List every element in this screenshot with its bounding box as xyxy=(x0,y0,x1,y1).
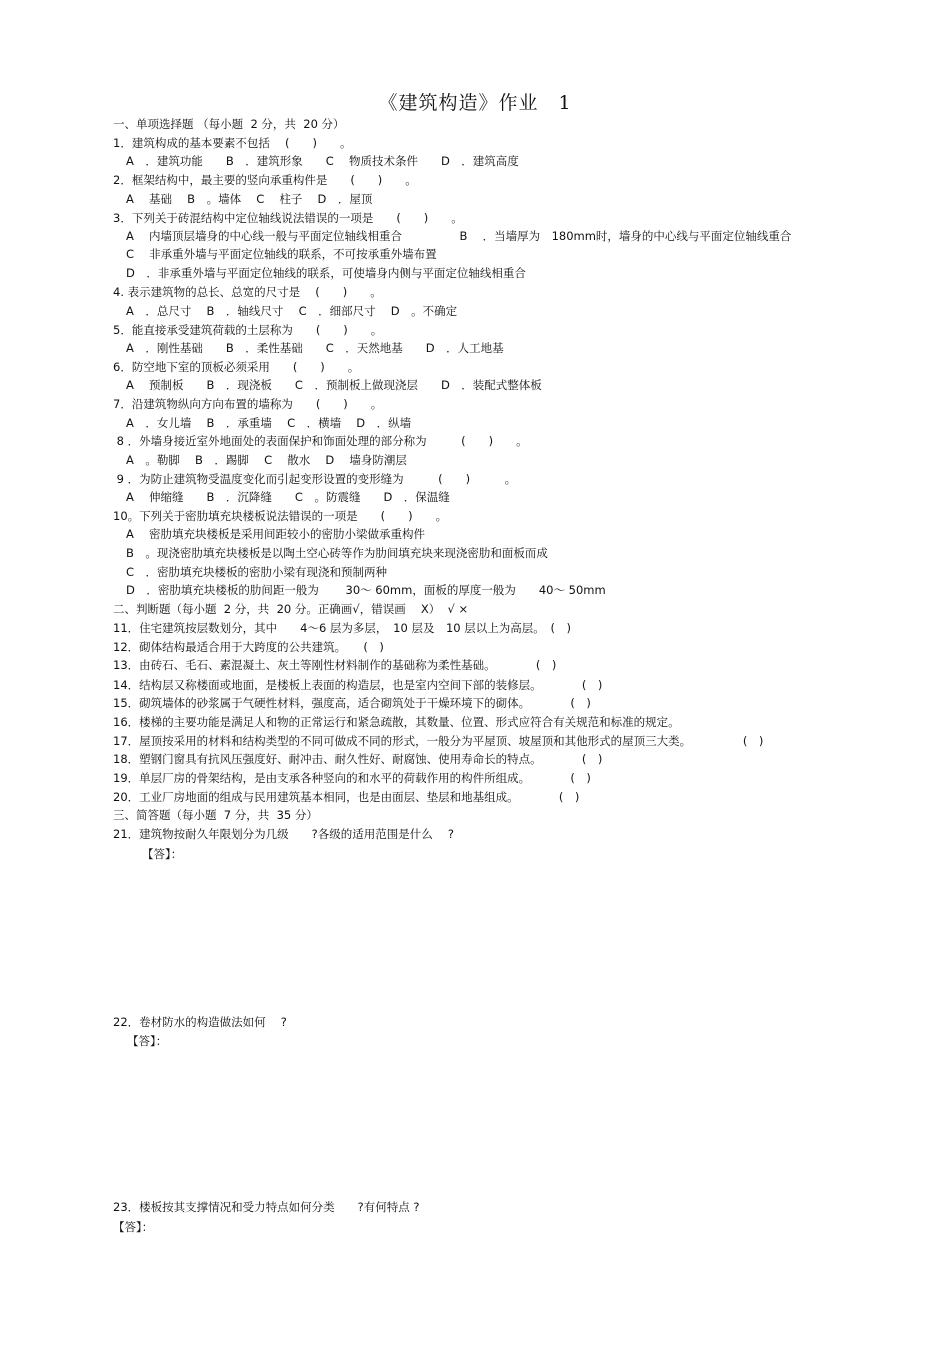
question-20: 20．工业厂房地面的组成与民用建筑基本相同，也是由面层、垫层和地基组成。 ( ) xyxy=(113,790,580,804)
question-6: 6．防空地下室的顶板必须采用 ( ) 。 xyxy=(113,360,360,374)
question-23: 23．楼板按其支撑情况和受力特点如何分类 ?有何特点 ? xyxy=(113,1200,420,1214)
question-11: 11．住宅建筑按层数划分，其中 4～6 层为多层， 10 层及 10 层以上为高层。 ( ) xyxy=(113,621,571,635)
question-5: 5．能直接承受建筑荷载的土层称为 ( ) 。 xyxy=(113,323,383,337)
question-12: 12．砌体结构最适合用于大跨度的公共建筑。 ( ) xyxy=(113,640,384,654)
question-2: 2．框架结构中，最主要的竖向承重构件是 ( ) 。 xyxy=(113,173,417,187)
answer-21-label: 【答】： xyxy=(142,847,183,861)
question-1: 1．建筑构成的基本要素不包括 ( ) 。 xyxy=(113,136,352,150)
question-10-option-a: A 密肋填充块楼板是采用间距较小的密肋小梁做承重构件 xyxy=(126,527,426,541)
answer-23-label: 【答】： xyxy=(113,1220,154,1234)
question-16: 16．楼梯的主要功能是满足人和物的正常运行和紧急疏散，其数量、位置、形式应符合有关规范和标准的规定。 xyxy=(113,715,680,729)
question-10: 10。下列关于密肋填充块楼板说法错误的一项是 ( ) 。 xyxy=(113,509,448,523)
question-2-options: A 基础 B 。墙体 C 柱子 D ．屋顶 xyxy=(126,192,373,206)
question-22: 22．卷材防水的构造做法如何 ? xyxy=(113,1015,287,1029)
question-9-options: A 伸缩缝 B ．沉降缝 C 。防震缝 D ．保温缝 xyxy=(126,490,450,504)
section-heading-short-answer: 三、简答题（每小题 7 分，共 35 分） xyxy=(113,808,318,822)
question-15: 15．砌筑墙体的砂浆属于气硬性材料，强度高，适合砌筑处于干燥环境下的砌体。 ( ) xyxy=(113,696,591,710)
question-8: 8 ．外墙身接近室外地面处的表面保护和饰面处理的部分称为 ( ) 。 xyxy=(113,434,528,448)
question-10-option-b: B 。现浇密肋填充块楼板是以陶土空心砖等作为肋间填充块来现浇密肋和面板而成 xyxy=(126,546,548,560)
section-heading-true-false: 二、判断题（每小题 2 分，共 20 分。正确画√，错误画 X） √ × xyxy=(113,602,469,616)
question-7-options: A ．女儿墙 B ．承重墙 C ．横墙 D ．纵墙 xyxy=(126,416,412,430)
question-3-option-d: D ．非承重外墙与平面定位轴线的联系，可使墙身内侧与平面定位轴线相重合 xyxy=(126,266,526,280)
question-6-options: A 预制板 B ．现浇板 C ．预制板上做现浇层 D ．装配式整体板 xyxy=(126,378,542,392)
document-title: 《建筑构造》作业 1 xyxy=(378,92,572,114)
question-3-option-c: C 非承重外墙与平面定位轴线的联系，不可按承重外墙布置 xyxy=(126,247,437,261)
question-1-options: A ．建筑功能 B ．建筑形象 C 物质技术条件 D ．建筑高度 xyxy=(126,154,519,168)
question-7: 7．沿建筑物纵向方向布置的墙称为 ( ) 。 xyxy=(113,397,383,411)
question-10-option-c: C ．密肋填充块楼板的密肋小梁有现浇和预制两种 xyxy=(126,565,388,579)
question-4: 4. 表示建筑物的总长、总宽的尺寸是 ( ) 。 xyxy=(113,285,382,299)
question-5-options: A ．刚性基础 B ．柔性基础 C ．天然地基 D ．人工地基 xyxy=(126,341,504,355)
question-10-option-d: D ．密肋填充块楼板的肋间距一般为 30～ 60mm，面板的厚度一般为 40～ 50mm xyxy=(126,583,606,597)
question-4-options: A ．总尺寸 B ．轴线尺寸 C ．细部尺寸 D 。不确定 xyxy=(126,304,458,318)
question-8-options: A 。勒脚 B ．踢脚 C 散水 D 墙身防潮层 xyxy=(126,453,407,467)
question-3: 3．下列关于砖混结构中定位轴线说法错误的一项是 ( ) 。 xyxy=(113,211,463,225)
question-18: 18．塑钢门窗具有抗风压强度好、耐冲击、耐久性好、耐腐蚀、使用寿命长的特点。 ( ) xyxy=(113,752,603,766)
section-heading-single-choice: 一、单项选择题 （每小题 2 分，共 20 分） xyxy=(113,117,345,131)
question-14: 14．结构层又称楼面或地面，是楼板上表面的构造层，也是室内空间下部的装修层。 ( ) xyxy=(113,678,603,692)
question-17: 17．屋顶按采用的材料和结构类型的不同可做成不同的形式，一般分为平屋顶、坡屋顶和其他形式的屋顶三大类。 ( ) xyxy=(113,734,764,748)
question-21: 21．建筑物按耐久年限划分为几级 ?各级的适用范围是什么 ? xyxy=(113,827,454,841)
question-13: 13．由砖石、毛石、素混凝土、灰土等刚性材料制作的基础称为柔性基础。 ( ) xyxy=(113,658,557,672)
question-9: 9 ．为防止建筑物受温度变化而引起变形设置的变形缝为 ( ) 。 xyxy=(113,472,517,486)
question-19: 19．单层厂房的骨架结构，是由支承各种竖向的和水平的荷载作用的构件所组成。 ( ) xyxy=(113,771,591,785)
answer-22-label: 【答】： xyxy=(127,1034,168,1048)
question-3-options-ab: A 内墙顶层墙身的中心线一般与平面定位轴线相重合 B ．当墙厚为 180mm时，墙身的中心线与平面定位轴线重合 xyxy=(126,229,792,243)
